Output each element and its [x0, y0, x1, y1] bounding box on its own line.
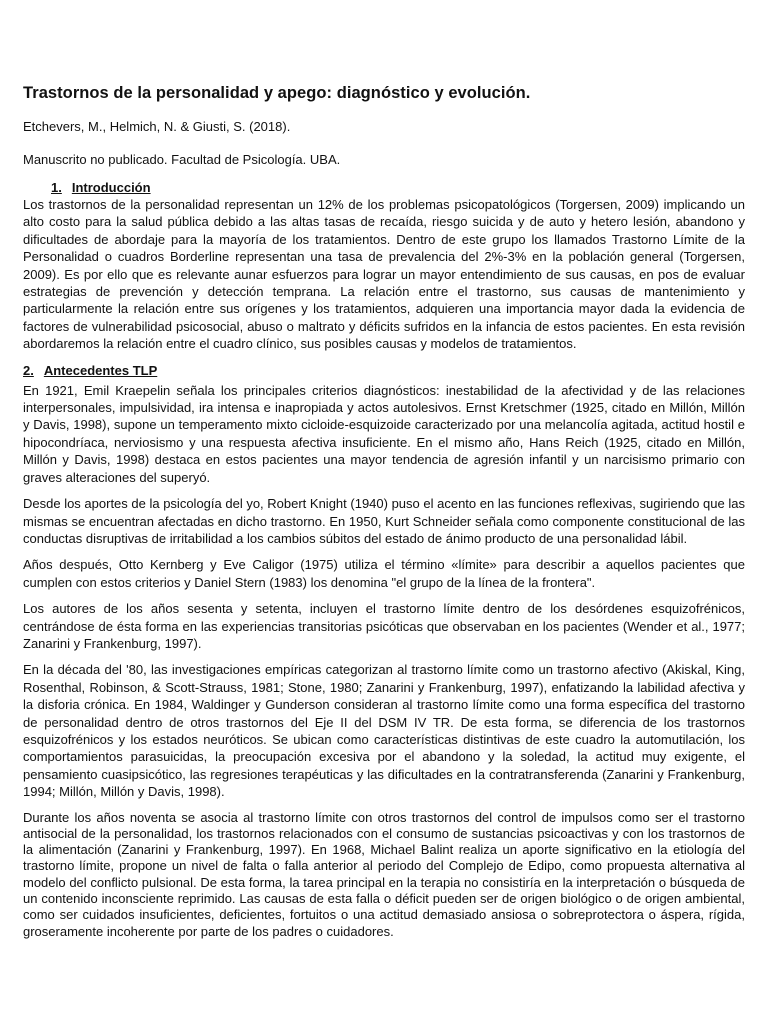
section-title: Antecedentes TLP: [43, 362, 158, 378]
document-title: Trastornos de la personalidad y apego: diagnóstico y evolución.: [23, 84, 531, 102]
authors-line: Etchevers, M., Helmich, N. & Giusti, S. (2018).: [23, 119, 291, 134]
paragraph-introduccion: Los trastornos de la personalidad representan un 12% de los problemas psicopatológicos (Torgersen, 2009) implicando un alto costo para la salud pública debido a las altas tasas de recaída, riesgo suicida y de auto y hetero lesión, abandono y dificultades de abordaje para la mayoría de los tratamientos. Dentro de este grupo los llamados Trastorno Límite de la Personalidad o cuadros Borderline representan una tasa de prevalencia del 2%-3% en la población general (Torgersen, 2009). Es por ello que es relevante aunar esfuerzos para lograr un mayor entendimiento de sus causas, en pos de evaluar estrategias de prevención y detección temprana. La relación entre el trastorno, sus causas de mantenimiento y particularmente la relación entre sus orígenes y los tratamientos, adquieren una importancia mayor dada la evidencia de factores de vulnerabilidad psicosocial, abuso o maltrato y déficits sufridos en la infancia de estos pacientes. En esta revisión abordaremos la relación entre el cuadro clínico, sus posibles causas y modelos de tratamientos.: [23, 197, 745, 352]
paragraph-knight: Desde los aportes de la psicología del yo, Robert Knight (1940) puso el acento en las funciones reflexivas, sugiriendo que las mismas se encuentran afectadas en dicho trastorno. En 1950, Kurt Schneider señala como componente constitucional de las conductas disruptivas de irritabilidad a los cambios súbitos del estado de ánimo producto de una personalidad lábil.: [23, 496, 745, 546]
paragraph-kernberg: Años después, Otto Kernberg y Eve Caligor (1975) utiliza el término «límite» para describir a aquellos pacientes que cumplen con estos criterios y Daniel Stern (1983) los denomina "el grupo de la línea de la frontera".: [23, 557, 745, 590]
section-heading-introduccion: [23, 179, 745, 196]
section-number: 1.: [51, 180, 62, 195]
section-number: 2.: [23, 362, 34, 378]
section-heading-antecedentes: [23, 362, 745, 379]
paragraph-noventa: Durante los años noventa se asocia al trastorno límite con otros trastornos del control de impulsos como ser el trastorno antisocial de la personalidad, los trastornos relacionados con el consumo de sustancias psicoactivas y con los trastornos de la alimentación (Zanarini y Frankenburg, 1997). En 1968, Michael Balint realiza un aporte significativo en la etiología del trastorno límite, propone un nivel de falta o falla anterior al periodo del Complejo de Edipo, como propuesta alternativa al modelo del conflicto pulsional. De esta forma, la tarea principal en la terapia no consistiría en la interpretación o búsqueda de un contenido inconsciente reprimido. Las causas de esta falla o déficit pueden ser de origen biológico o de origen ambiental, como ser cuidados insuficientes, deficientes, fortuitos o una actitud demasiado ansiosa o sobreprotectora o áspera, rígida, groseramente incoherente por parte de los padres o cuidadores.: [23, 809, 745, 939]
publication-line: Manuscrito no publicado. Facultad de Psicología. UBA.: [23, 152, 341, 167]
section-title: Introducción: [71, 180, 151, 195]
paragraph-kraepelin: En 1921, Emil Kraepelin señala los principales criterios diagnósticos: inestabilidad de la afectividad y de las relaciones interpersonales, impulsividad, ira intensa e inapropiada y actos autolesivos. Ernst Kretschmer (1925, citado en Millón, Millón y Davis, 1998), supone un temperamento mixto cicloide-esquizoide caracterizado por una melancolía agitada, actitud hostil e hipocondríaca, nerviosismo y una respuesta afectiva insuficiente. En el mismo año, Hans Reich (1925, citado en Millón, Millón y Davis, 1998) destaca en estos pacientes una mayor tendencia de agresión infantil y un narcisismo primario con graves alteraciones del superyó.: [23, 382, 745, 485]
paragraph-sesenta-setenta: Los autores de los años sesenta y setenta, incluyen el trastorno límite dentro de los desórdenes esquizofrénicos, centrándose de ésta forma en las experiencias transitorias psicóticas que observaban en los pacientes (Wender et al., 1977; Zanarini y Frankenburg, 1997).: [23, 601, 745, 651]
paragraph-decada-80: En la década del '80, las investigaciones empíricas categorizan al trastorno límite como un trastorno afectivo (Akiskal, King, Rosenthal, Robinson, & Scott-Strauss, 1981; Stone, 1980; Zanarini y Frankenburg, 1997), enfatizando la labilidad afectiva y la disforia crónica. En 1984, Waldinger y Gunderson consideran al trastorno límite como una forma específica del trastorno de personalidad dentro de otros trastornos del Eje II del DSM IV TR. De esta forma, se diferencia de los trastornos esquizofrénicos y los estados neuróticos. Se ubican como características distintivas de este cuadro la automutilación, los comportamientos parasuicidas, la preocupación excesiva por el abandono y la soledad, la actitud muy exigente, el pensamiento cuasipsicótico, las regresiones terapéuticas y las dificultades en la contratransferenda (Zanarini y Frankenburg, 1994; Millón, Millón y Davis, 1998).: [23, 662, 745, 800]
